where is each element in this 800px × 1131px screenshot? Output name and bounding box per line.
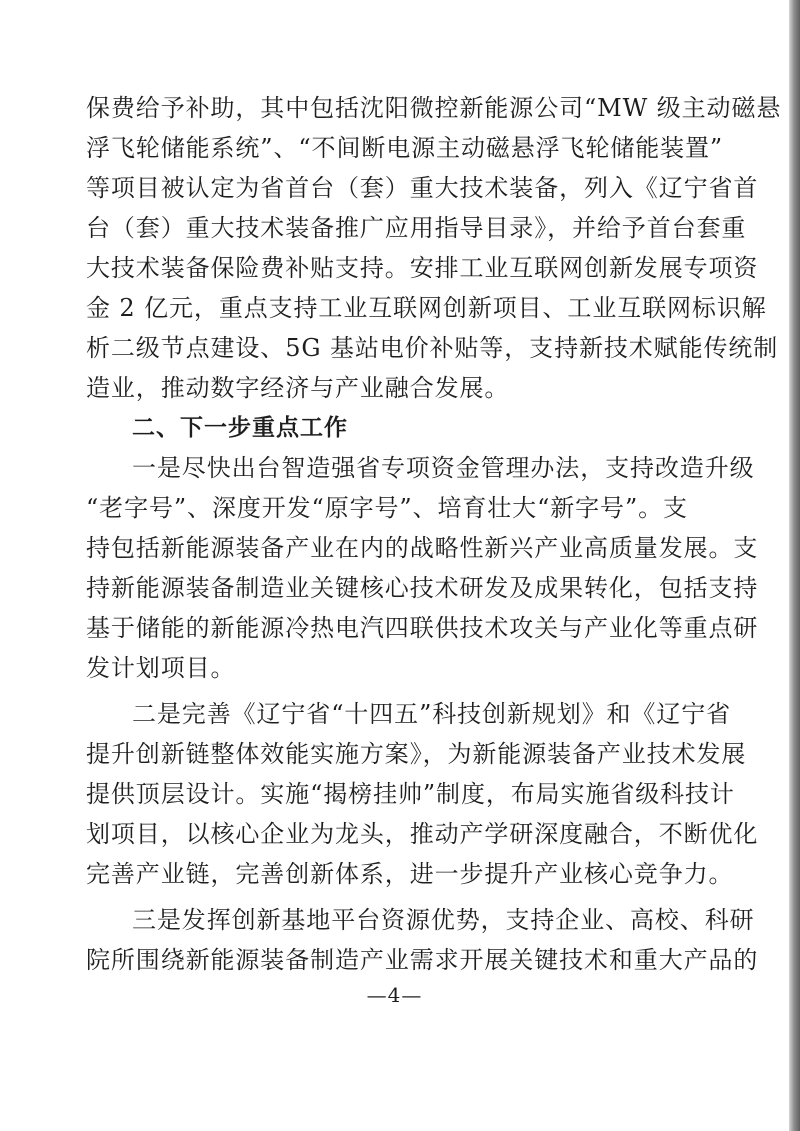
text-line: 等项目被认定为省首台（套）重大技术装备，列入《辽宁省首 [86,174,759,202]
text-line: “老字号”、深度开发“原字号”、培育壮大“新字号”。支 [86,494,688,522]
text-line: 大技术装备保险费补贴支持。安排工业互联网创新发展专项资 [86,254,759,282]
paragraph-2 [86,448,759,688]
text-line: 二是完善《辽宁省“十四五”科技创新规划》和《辽宁省 [132,700,732,728]
text-line: 完善产业链，完善创新体系，进一步提升产业核心竞争力。 [86,860,734,888]
text-line: 基于储能的新能源冷热电汽四联供技术攻关与产业化等重点研 [86,614,759,642]
paragraph-4 [86,900,759,980]
scan-edge-shadow [789,0,800,1131]
text-line: 一是尽快出台智造强省专项资金管理办法，支持改造升级 [132,454,755,482]
text-line: 保费给予补助，其中包括沈阳微控新能源公司“MW 级主动磁悬 [86,94,782,122]
page-number: —4— [366,983,423,1007]
text-line: 浮飞轮储能系统”、“不间断电源主动磁悬浮飞轮储能装置” [86,134,724,162]
document-body [86,88,782,980]
text-line: 院所围绕新能源装备制造产业需求开展关键技术和重大产品的 [86,946,759,974]
text-line: 造业，推动数字经济与产业融合发展。 [86,374,510,402]
paragraph-1 [86,88,782,408]
text-line: 持包括新能源装备产业在内的战略性新兴产业高质量发展。支 [86,534,759,562]
section-heading: 二、下一步重点工作 [132,415,348,441]
text-line: 发计划项目。 [86,654,236,682]
text-line: 析二级节点建设、5G 基站电价补贴等，支持新技术赋能传统制 [86,334,779,362]
text-line: 持新能源装备制造业关键核心技术研发及成果转化，包括支持 [86,574,759,602]
paragraph-3 [86,694,759,894]
text-line: 台（套）重大技术装备推广应用指导目录》，并给予首台套重 [86,214,747,242]
text-line: 金 2 亿元，重点支持工业互联网创新项目、工业互联网标识解 [86,294,767,322]
text-line: 提升创新链整体效能实施方案》，为新能源装备产业技术发展 [86,740,747,768]
text-line: 三是发挥创新基地平台资源优势，支持企业、高校、科研 [132,906,755,934]
text-line: 划项目，以核心企业为龙头，推动产学研深度融合，不断优化 [86,820,759,848]
text-line: 提供顶层设计。实施“揭榜挂帅”制度，布局实施省级科技计 [86,780,735,808]
